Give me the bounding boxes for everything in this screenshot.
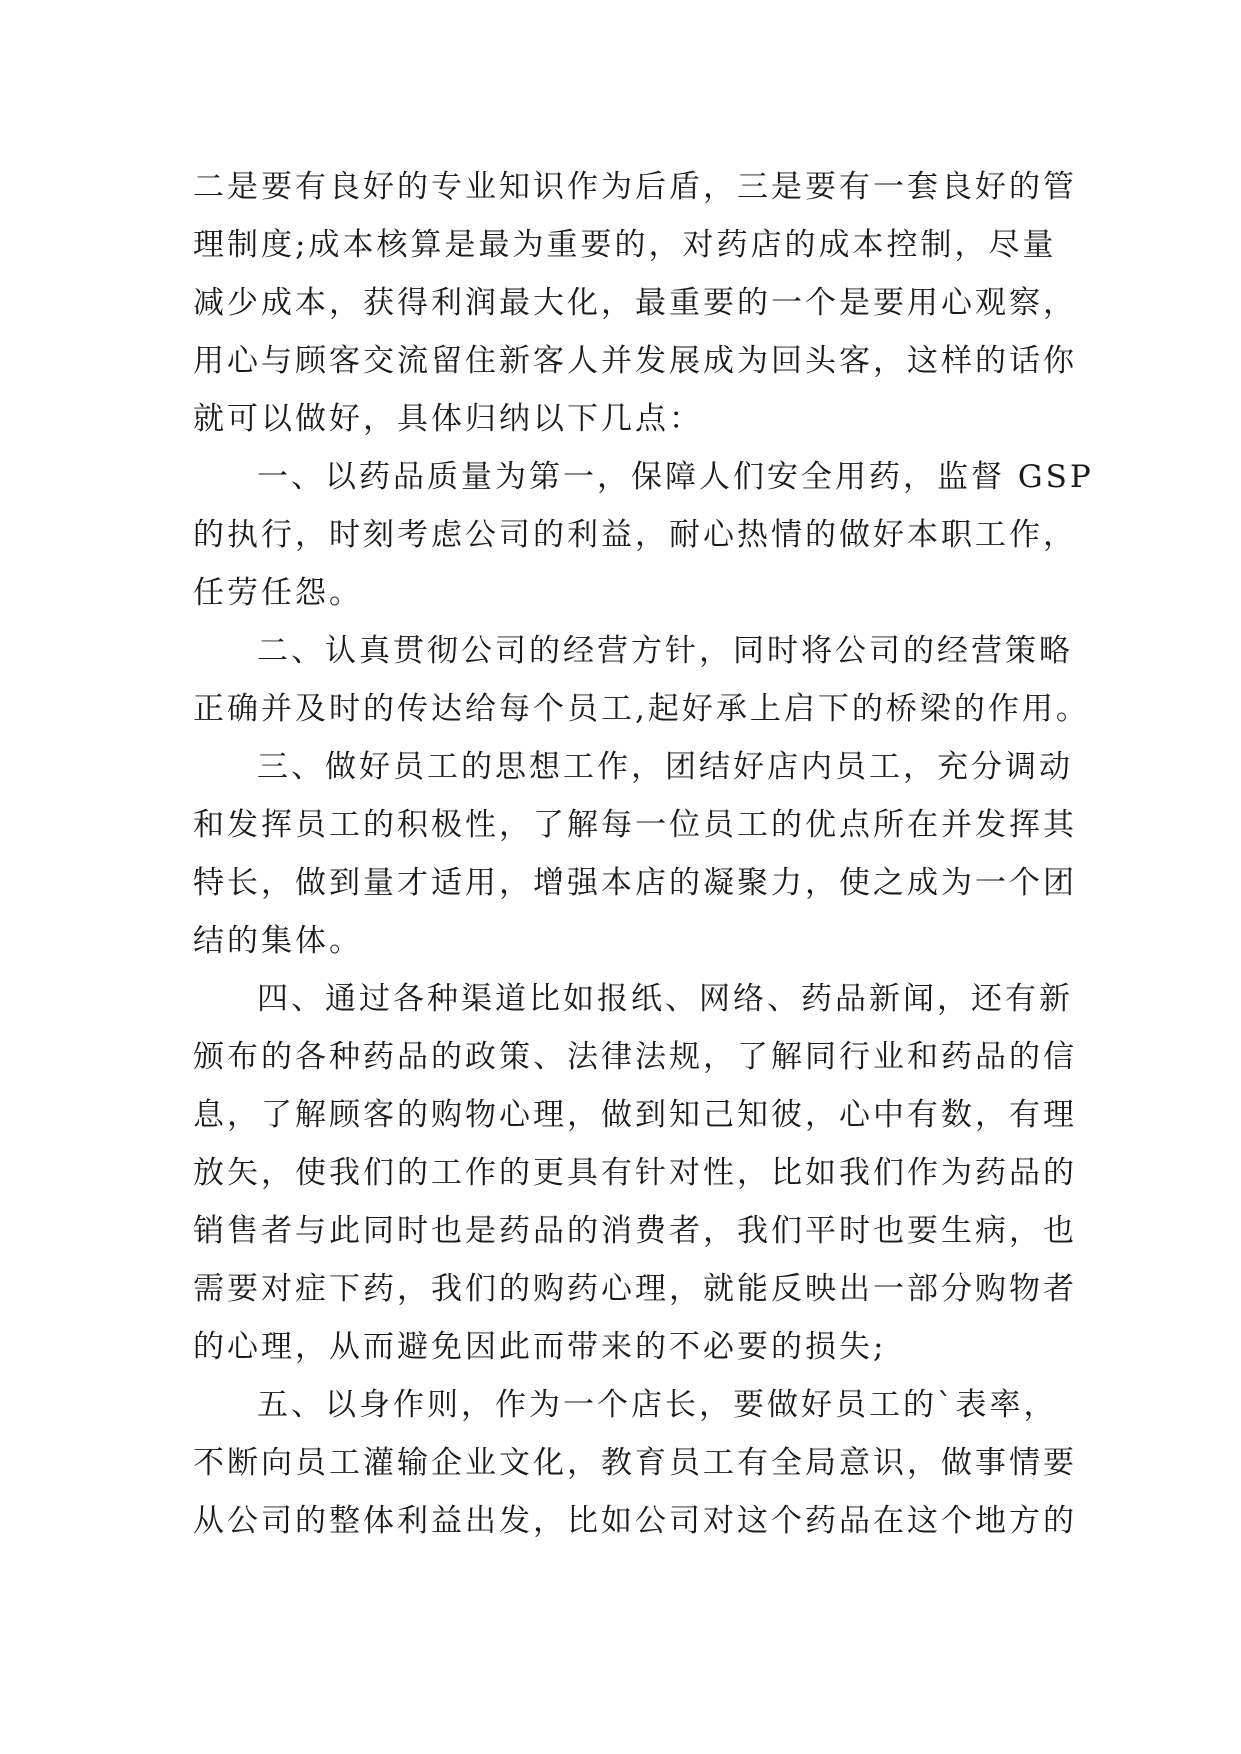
text-line: 二是要有良好的专业知识作为后盾，三是要有一套良好的管 — [193, 169, 1077, 205]
text-line: 正确并及时的传达给每个员工,起好承上启下的桥梁的作用。 — [193, 691, 1090, 727]
text-line: 颁布的各种药品的政策、法律法规，了解同行业和药品的信 — [193, 1039, 1077, 1075]
text-line: 三、做好员工的思想工作，团结好店内员工，充分调动 — [257, 749, 1073, 785]
text-line: 任劳任怨。 — [193, 575, 363, 611]
text-line: 的执行，时刻考虑公司的利益，耐心热情的做好本职工作， — [193, 517, 1077, 553]
text-line: 一、以药品质量为第一，保障人们安全用药，监督 GSP — [257, 459, 1094, 495]
text-line: 就可以做好，具体归纳以下几点： — [193, 401, 703, 437]
text-line: 需要对症下药，我们的购药心理，就能反映出一部分购物者 — [193, 1271, 1077, 1307]
text-line: 二、认真贯彻公司的经营方针，同时将公司的经营策略 — [257, 633, 1073, 669]
text-line: 的心理，从而避免因此而带来的不必要的损失; — [193, 1329, 887, 1365]
text-line: 五、以身作则，作为一个店长，要做好员工的`表率， — [257, 1387, 1058, 1423]
text-line: 结的集体。 — [193, 923, 363, 959]
body-text — [193, 158, 1094, 1550]
text-line: 和发挥员工的积极性，了解每一位员工的优点所在并发挥其 — [193, 807, 1077, 843]
text-line: 用心与顾客交流留住新客人并发展成为回头客，这样的话你 — [193, 343, 1077, 379]
text-line: 销售者与此同时也是药品的消费者，我们平时也要生病，也 — [193, 1213, 1077, 1249]
text-line: 不断向员工灌输企业文化，教育员工有全局意识，做事情要 — [193, 1445, 1077, 1481]
text-line: 四、通过各种渠道比如报纸、网络、药品新闻，还有新 — [257, 981, 1073, 1017]
text-line: 特长，做到量才适用，增强本店的凝聚力，使之成为一个团 — [193, 865, 1077, 901]
text-line: 减少成本，获得利润最大化，最重要的一个是要用心观察， — [193, 285, 1077, 321]
text-line: 放矢，使我们的工作的更具有针对性，比如我们作为药品的 — [193, 1155, 1077, 1191]
text-line: 从公司的整体利益出发，比如公司对这个药品在这个地方的 — [193, 1503, 1077, 1539]
text-line: 理制度;成本核算是最为重要的，对药店的成本控制，尽量 — [193, 227, 1057, 263]
text-line: 息，了解顾客的购物心理，做到知己知彼，心中有数，有理 — [193, 1097, 1077, 1133]
